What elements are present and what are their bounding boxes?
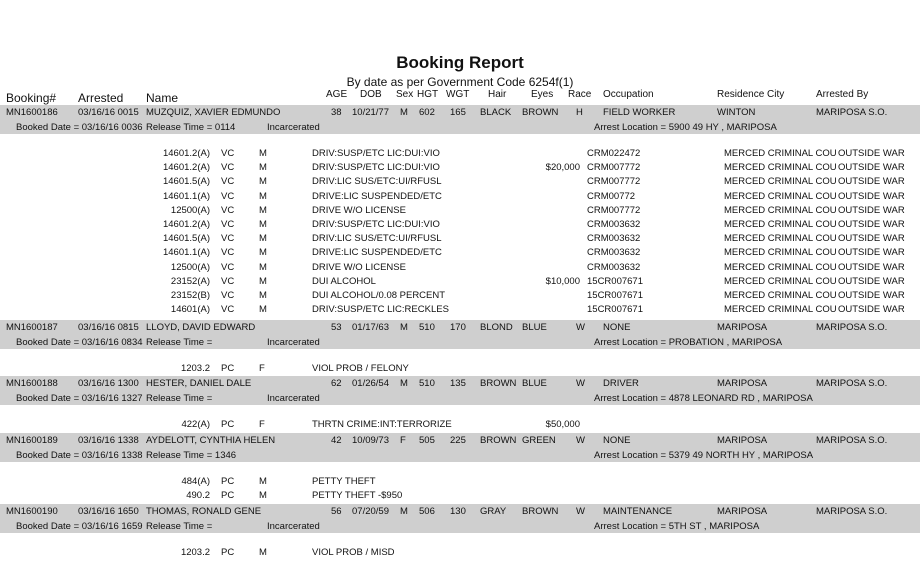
booked-date: Booked Date = 03/16/16 0036 xyxy=(16,122,143,133)
col-residence: Residence City xyxy=(717,89,785,100)
court: MERCED CRIMINAL COU xyxy=(724,247,837,259)
charge-code: 14601.5(A) xyxy=(162,176,210,188)
height: 510 xyxy=(419,378,435,389)
eyes: GREEN xyxy=(522,435,556,446)
charge-type: PC xyxy=(221,490,235,502)
court: MERCED CRIMINAL COU xyxy=(724,261,837,273)
case-number: CRM007772 xyxy=(587,204,641,216)
race: W xyxy=(576,506,585,517)
sex: F xyxy=(400,435,406,446)
charge-level: M xyxy=(259,275,267,287)
charge-type: PC xyxy=(221,547,235,558)
age: 62 xyxy=(331,378,342,389)
case-number: CRM003632 xyxy=(587,247,641,259)
sex: M xyxy=(400,506,408,517)
height: 506 xyxy=(419,506,435,517)
release-time: Release Time = xyxy=(146,393,213,404)
age: 38 xyxy=(331,107,342,118)
charge-level: M xyxy=(259,261,267,273)
hair: BROWN xyxy=(480,435,517,446)
arrest-location: Arrest Location = PROBATION , MARIPOSA xyxy=(594,337,783,348)
booked-date: Booked Date = 03/16/16 1659 xyxy=(16,521,143,532)
charge-description: DRIV:SUSP/ETC LIC:DUI:VIO xyxy=(312,148,440,159)
charge-type: VC xyxy=(221,233,235,245)
col-eyes: Eyes xyxy=(531,89,554,100)
race: H xyxy=(576,107,583,118)
charge-code: 14601.2(A) xyxy=(162,219,210,230)
dob: 07/20/59 xyxy=(352,506,389,517)
charge-level: F xyxy=(259,363,265,374)
arrested-by: MARIPOSA S.O. xyxy=(816,107,888,118)
charge-description: DRIV:SUSP/ETC LIC:DUI:VIO xyxy=(312,219,440,230)
charge-code: 23152(B) xyxy=(170,290,210,301)
sex: M xyxy=(400,378,408,389)
booking-number: MN1600186 xyxy=(6,107,58,118)
charge-description: DRIV:LIC SUS/ETC:UI/RFUSL xyxy=(312,233,442,245)
court: MERCED CRIMINAL COU xyxy=(724,148,837,159)
arrested-datetime: 03/16/16 0015 xyxy=(78,107,139,118)
height: 602 xyxy=(419,107,435,118)
eyes: BROWN xyxy=(522,107,559,118)
booked-date: Booked Date = 03/16/16 1338 xyxy=(16,450,143,461)
occupation: DRIVER xyxy=(603,378,639,389)
weight: 165 xyxy=(450,107,466,118)
charge-type: VC xyxy=(221,219,235,230)
court: MERCED CRIMINAL COU xyxy=(724,275,837,287)
hair: BLACK xyxy=(480,107,512,118)
report-title: Booking Report xyxy=(396,53,524,72)
charge-level: M xyxy=(259,204,267,216)
booked-date: Booked Date = 03/16/16 0834 xyxy=(16,337,143,348)
race: W xyxy=(576,322,585,333)
arrested-datetime: 03/16/16 1338 xyxy=(78,435,139,446)
race: W xyxy=(576,378,585,389)
custody-status: Incarcerated xyxy=(267,122,320,133)
dob: 01/17/63 xyxy=(352,322,389,333)
charge-description: DRIV:SUSP/ETC LIC:RECKLES xyxy=(312,304,449,316)
court: MERCED CRIMINAL COU xyxy=(724,219,837,230)
case-number: 15CR007671 xyxy=(587,275,643,287)
charge-type: VC xyxy=(221,162,235,174)
arrest-location: Arrest Location = 5900 49 HY , MARIPOSA xyxy=(594,122,777,133)
release-time: Release Time = 0114 xyxy=(146,122,236,133)
arrested-by: MARIPOSA S.O. xyxy=(816,435,888,446)
disposition: OUTSIDE WAR xyxy=(838,233,905,245)
charge-level: M xyxy=(259,247,267,259)
charge-type: VC xyxy=(221,261,235,273)
disposition: OUTSIDE WAR xyxy=(838,261,905,273)
occupation: MAINTENANCE xyxy=(603,506,673,517)
race: W xyxy=(576,435,585,446)
charge-code: 422(A) xyxy=(181,419,210,430)
custody-status: Incarcerated xyxy=(267,393,320,404)
court: MERCED CRIMINAL COU xyxy=(724,304,837,316)
residence-city: MARIPOSA xyxy=(717,435,768,446)
charge-description: DUI ALCOHOL/0.08 PERCENT xyxy=(312,290,446,301)
charge-level: F xyxy=(259,419,265,430)
charge-description: DRIVE:LIC SUSPENDED/ETC xyxy=(312,190,442,202)
age: 53 xyxy=(331,322,342,333)
charge-description: VIOL PROB / FELONY xyxy=(312,363,409,374)
eyes: BROWN xyxy=(522,506,559,517)
charge-level: M xyxy=(259,162,267,174)
charge-description: DRIV:SUSP/ETC LIC:DUI:VIO xyxy=(312,162,440,174)
col-arrested-by: Arrested By xyxy=(816,89,869,100)
col-sex: Sex xyxy=(396,89,414,100)
report-subtitle: By date as per Government Code 6254f(1) xyxy=(346,75,574,89)
booking-number: MN1600187 xyxy=(6,322,58,333)
charge-code: 12500(A) xyxy=(170,261,210,273)
charge-code: 14601.1(A) xyxy=(162,190,210,202)
disposition: OUTSIDE WAR xyxy=(838,275,905,287)
dob: 10/21/77 xyxy=(352,107,389,118)
arrested-datetime: 03/16/16 1300 xyxy=(78,378,139,389)
court: MERCED CRIMINAL COU xyxy=(724,204,837,216)
arrest-location: Arrest Location = 5379 49 NORTH HY , MARIPOSA xyxy=(594,450,814,461)
col-name: Name xyxy=(146,91,179,105)
disposition: OUTSIDE WAR xyxy=(838,304,905,316)
charge-code: 14601(A) xyxy=(170,304,210,316)
col-dob: DOB xyxy=(360,89,382,100)
custody-status: Incarcerated xyxy=(267,521,320,532)
arrested-by: MARIPOSA S.O. xyxy=(816,506,888,517)
charge-level: M xyxy=(259,490,267,502)
arrested-by: MARIPOSA S.O. xyxy=(816,322,888,333)
hair: BLOND xyxy=(480,322,513,333)
charge-code: 14601.2(A) xyxy=(162,162,210,174)
court: MERCED CRIMINAL COU xyxy=(724,162,837,174)
hair: BROWN xyxy=(480,378,517,389)
person-name: AYDELOTT, CYNTHIA HELEN xyxy=(146,435,276,446)
arrested-datetime: 03/16/16 1650 xyxy=(78,506,139,517)
residence-city: MARIPOSA xyxy=(717,322,768,333)
bail-amount: $50,000 xyxy=(545,419,580,430)
charge-level: M xyxy=(259,547,267,558)
disposition: OUTSIDE WAR xyxy=(838,219,905,230)
release-time: Release Time = xyxy=(146,521,213,532)
charge-description: DRIV:LIC SUS/ETC:UI/RFUSL xyxy=(312,176,442,188)
charge-code: 1203.2 xyxy=(180,363,210,374)
case-number: 15CR007671 xyxy=(587,290,643,301)
charge-code: 490.2 xyxy=(186,490,210,502)
dob: 01/26/54 xyxy=(352,378,389,389)
release-time: Release Time = 1346 xyxy=(146,450,237,461)
age: 56 xyxy=(331,506,342,517)
court: MERCED CRIMINAL COU xyxy=(724,190,837,202)
disposition: OUTSIDE WAR xyxy=(838,290,905,301)
case-number: CRM003632 xyxy=(587,261,641,273)
charge-description: DRIVE W/O LICENSE xyxy=(312,204,406,216)
occupation: NONE xyxy=(603,435,631,446)
col-occupation: Occupation xyxy=(603,89,654,100)
arrested-by: MARIPOSA S.O. xyxy=(816,378,888,389)
charge-level: M xyxy=(259,476,267,487)
charge-level: M xyxy=(259,304,267,316)
booking-number: MN1600189 xyxy=(6,435,58,446)
col-age: AGE xyxy=(326,89,348,100)
release-time: Release Time = xyxy=(146,337,213,348)
charge-description: PETTY THEFT xyxy=(312,476,376,487)
charge-description: THRTN CRIME:INT:TERRORIZE xyxy=(312,419,452,430)
col-booking: Booking# xyxy=(6,91,57,105)
charge-level: M xyxy=(259,290,267,301)
charge-code: 14601.5(A) xyxy=(162,233,210,245)
charge-description: DUI ALCOHOL xyxy=(312,275,376,287)
disposition: OUTSIDE WAR xyxy=(838,190,905,202)
charge-level: M xyxy=(259,148,267,159)
sex: M xyxy=(400,107,408,118)
residence-city: WINTON xyxy=(717,107,756,118)
person-name: LLOYD, DAVID EDWARD xyxy=(146,322,256,333)
eyes: BLUE xyxy=(522,378,547,389)
charge-description: DRIVE:LIC SUSPENDED/ETC xyxy=(312,247,442,259)
charge-type: VC xyxy=(221,290,235,301)
col-hgt: HGT xyxy=(417,89,439,100)
case-number: CRM003632 xyxy=(587,233,641,245)
court: MERCED CRIMINAL COU xyxy=(724,290,837,301)
dob: 10/09/73 xyxy=(352,435,389,446)
booking-number: MN1600188 xyxy=(6,378,58,389)
charge-description: VIOL PROB / MISD xyxy=(312,547,395,558)
disposition: OUTSIDE WAR xyxy=(838,148,905,159)
person-name: MUZQUIZ, XAVIER EDMUNDO xyxy=(146,107,281,118)
weight: 170 xyxy=(450,322,466,333)
court: MERCED CRIMINAL COU xyxy=(724,176,837,188)
charge-description: PETTY THEFT -$950 xyxy=(312,490,403,502)
charge-code: 12500(A) xyxy=(170,204,210,216)
col-arrested: Arrested xyxy=(78,91,124,105)
sex: M xyxy=(400,322,408,333)
charge-type: PC xyxy=(221,419,235,430)
charge-level: M xyxy=(259,233,267,245)
person-name: THOMAS, RONALD GENE xyxy=(146,506,262,517)
disposition: OUTSIDE WAR xyxy=(838,247,905,259)
case-number: CRM007772 xyxy=(587,162,641,174)
bail-amount: $10,000 xyxy=(545,275,580,287)
custody-status: Incarcerated xyxy=(267,337,320,348)
col-wgt: WGT xyxy=(446,89,470,100)
residence-city: MARIPOSA xyxy=(717,378,768,389)
booking-number: MN1600190 xyxy=(6,506,58,517)
case-number: CRM00772 xyxy=(587,190,636,202)
charge-level: M xyxy=(259,190,267,202)
charge-code: 23152(A) xyxy=(170,275,210,287)
arrested-datetime: 03/16/16 0815 xyxy=(78,322,139,333)
occupation: FIELD WORKER xyxy=(603,107,676,118)
charge-level: M xyxy=(259,176,267,188)
weight: 130 xyxy=(450,506,466,517)
height: 510 xyxy=(419,322,435,333)
booked-date: Booked Date = 03/16/16 1327 xyxy=(16,393,143,404)
occupation: NONE xyxy=(603,322,631,333)
age: 42 xyxy=(331,435,342,446)
charge-code: 484(A) xyxy=(181,476,210,487)
weight: 135 xyxy=(450,378,466,389)
col-hair: Hair xyxy=(488,89,507,100)
disposition: OUTSIDE WAR xyxy=(838,162,905,174)
case-number: CRM003632 xyxy=(587,219,641,230)
charge-type: PC xyxy=(221,476,235,487)
arrest-location: Arrest Location = 5TH ST , MARIPOSA xyxy=(594,521,760,532)
case-number: CRM007772 xyxy=(587,176,641,188)
charge-type: VC xyxy=(221,176,235,188)
eyes: BLUE xyxy=(522,322,547,333)
charge-type: VC xyxy=(221,304,235,316)
case-number: 15CR007671 xyxy=(587,304,643,316)
hair: GRAY xyxy=(480,506,507,517)
person-name: HESTER, DANIEL DALE xyxy=(146,378,252,389)
disposition: OUTSIDE WAR xyxy=(838,204,905,216)
charge-type: VC xyxy=(221,275,235,287)
charge-code: 14601.1(A) xyxy=(162,247,210,259)
height: 505 xyxy=(419,435,435,446)
bail-amount: $20,000 xyxy=(545,162,580,174)
charge-code: 1203.2 xyxy=(180,547,210,558)
charge-code: 14601.2(A) xyxy=(162,148,210,159)
charge-description: DRIVE W/O LICENSE xyxy=(312,261,406,273)
charge-type: VC xyxy=(221,204,235,216)
residence-city: MARIPOSA xyxy=(717,506,768,517)
weight: 225 xyxy=(450,435,466,446)
col-race: Race xyxy=(568,89,592,100)
charge-type: VC xyxy=(221,148,235,159)
charge-level: M xyxy=(259,219,267,230)
arrest-location: Arrest Location = 4878 LEONARD RD , MARIPOSA xyxy=(594,393,813,404)
charge-type: VC xyxy=(221,247,235,259)
disposition: OUTSIDE WAR xyxy=(838,176,905,188)
charge-type: PC xyxy=(221,363,235,374)
case-number: CRM022472 xyxy=(587,148,641,159)
charge-type: VC xyxy=(221,190,235,202)
court: MERCED CRIMINAL COU xyxy=(724,233,837,245)
